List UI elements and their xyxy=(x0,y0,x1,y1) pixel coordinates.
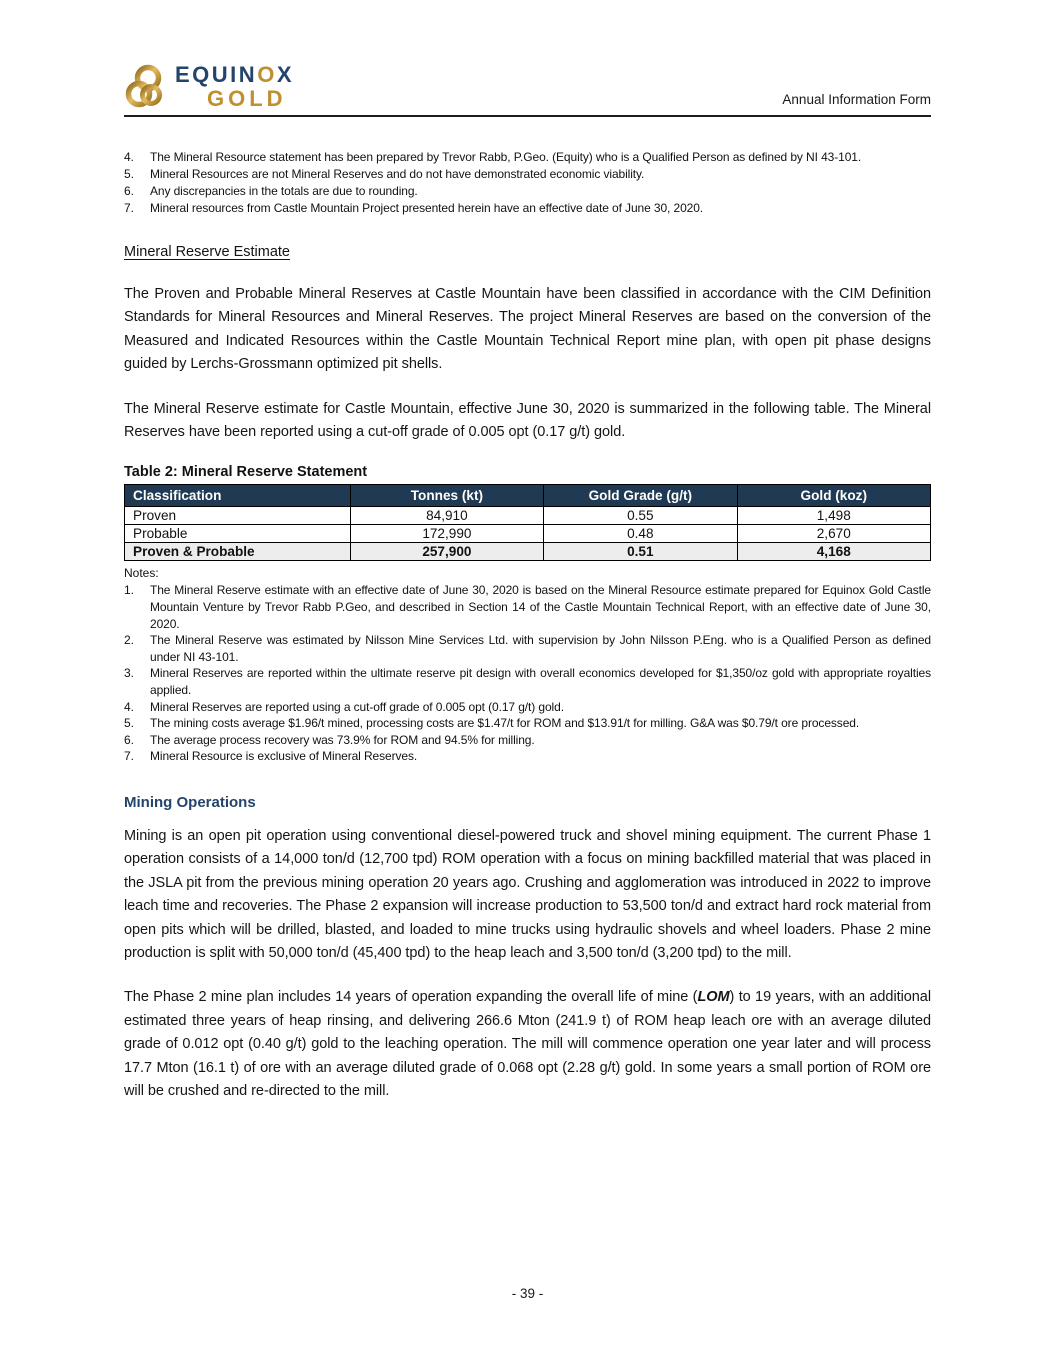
footnote-text: The Mineral Resource statement has been prepared by Trevor Rabb, P.Geo. (Equity) who is a Qualified Person as defined by NI 43-101. xyxy=(150,150,862,164)
logo-wordmark xyxy=(175,64,294,110)
footnote-text: The Mineral Reserve was estimated by Nilsson Mine Services Ltd. with supervision by John Nilsson P.Eng. who is a Qualified Person as defined under NI 43-101. xyxy=(150,633,931,664)
footnote-item xyxy=(124,732,931,749)
table-header-row xyxy=(125,485,931,507)
section-heading-mineral-reserve-estimate: Mineral Reserve Estimate xyxy=(124,244,290,260)
document-title: Annual Information Form xyxy=(782,92,931,107)
footnote-number: 3. xyxy=(124,666,134,681)
footnote-text: The average process recovery was 73.9% for ROM and 94.5% for milling. xyxy=(150,732,535,747)
footnote-item xyxy=(124,699,931,716)
gold-rings-icon xyxy=(124,64,166,110)
footnote-text: Mineral resources from Castle Mountain Project presented herein have an effective date of June 30, 2020. xyxy=(150,201,704,215)
table-cell: 0.55 xyxy=(544,507,737,525)
table-row-proven xyxy=(125,507,931,525)
footnote-item xyxy=(124,183,931,200)
column-header-classification: Classification xyxy=(125,485,351,507)
page-number: - 39 - xyxy=(511,1286,544,1301)
footnote-text: The Mineral Reserve estimate with an effective date of June 30, 2020 is based on the Mineral Resource estimate prepared for Equinox Gold Castle Mountain Venture by Trevor Rabb P.Geo, and described in Section 14 of the Castle Mountain Technical Report, with an effective date of June 30, 2020. xyxy=(150,583,931,631)
footnote-number: 5. xyxy=(124,167,134,181)
footnote-number: 4. xyxy=(124,150,134,164)
footnote-number: 1. xyxy=(124,583,134,598)
table-cell: 0.48 xyxy=(544,525,737,543)
footnote-text: Mineral Reserves are reported within the ultimate reserve pit design with overall economics developed for $1,350/oz gold with appropriate royalties applied. xyxy=(150,666,931,697)
footnote-item xyxy=(124,166,931,183)
column-header-gold-koz: Gold (koz) xyxy=(737,485,930,507)
footnote-number: 2. xyxy=(124,633,134,648)
footnote-text: Mineral Resources are not Mineral Reserves and do not have demonstrated economic viability. xyxy=(150,167,645,181)
footnote-number: 7. xyxy=(124,201,134,215)
footnote-item xyxy=(124,665,931,698)
page-header xyxy=(124,0,931,117)
footnote-list-top xyxy=(124,149,931,217)
footnote-number: 6. xyxy=(124,184,134,198)
table-cell: 172,990 xyxy=(350,525,543,543)
footnote-item xyxy=(124,748,931,765)
logo-line-equinox: EQUINOX xyxy=(175,62,294,87)
footnote-number: 7. xyxy=(124,749,134,764)
table-cell: 4,168 xyxy=(737,543,930,561)
paragraph-phase2-mine-plan: The Phase 2 mine plan includes 14 years of operation expanding the overall life of mine (LOM) to 19 years, with an additional estimated three years of heap rinsing, and delivering 266.6 Mton (241.9 t) of ROM heap leach ore with an average diluted grade of 0.012 opt (0.40 g/t) gold to the leaching operation. The mill will commence operation one year later and will process 17.7 Mton (16.1 t) of ore with an average diluted grade of 0.068 opt (2.28 g/t) gold. In some years a small portion of ROM ore will be crushed and re-directed to the mill. xyxy=(124,989,931,1100)
table-cell: Proven & Probable xyxy=(125,543,351,561)
table-cell: Probable xyxy=(125,525,351,543)
footnote-text: The mining costs average $1.96/t mined, processing costs are $1.47/t for ROM and $13.91/t for milling. G&A was $0.79/t ore processed. xyxy=(150,716,860,731)
table-cell: 2,670 xyxy=(737,525,930,543)
table-cell: 257,900 xyxy=(350,543,543,561)
lom-acronym: LOM xyxy=(697,989,730,1006)
footnote-text: Any discrepancies in the totals are due to rounding. xyxy=(150,184,418,198)
table-cell: Proven xyxy=(125,507,351,525)
footnote-number: 4. xyxy=(124,699,134,714)
table-cell: 0.51 xyxy=(544,543,737,561)
table-row-proven-and-probable xyxy=(125,543,931,561)
table-row-probable xyxy=(125,525,931,543)
equinox-gold-logo xyxy=(124,64,294,110)
paragraph-reserve-estimate-summary: The Mineral Reserve estimate for Castle Mountain, effective June 30, 2020 is summarized in the following table. The Mineral Reserves have been reported using a cut-off grade of 0.005 opt (0.17 g/t) gold. xyxy=(124,400,931,441)
footnote-text: Mineral Reserves are reported using a cut-off grade of 0.005 opt (0.17 g/t) gold. xyxy=(150,699,564,714)
paragraph-mining-operations: Mining is an open pit operation using conventional diesel-powered truck and shovel mining equipment. The current Phase 1 operation consists of a 14,000 ton/d (12,700 tpd) ROM operation with a focus on mining backfilled material that was placed in the JSLA pit from the previous mining operation 20 years ago. Crushing and agglomeration was introduced in 2022 to improve leach time and recoveries. The Phase 2 expansion will increase production to 53,500 ton/d and extract hard rock material from open pits which will be drilled, blasted, and loaded to mine trucks using hydraulic shovels and wheel loaders. Phase 2 mine production is split with 50,000 ton/d (45,400 tpd) to the heap leach and 3,500 ton/d (3,200 tpd) to the mill. xyxy=(124,827,931,961)
logo-line-gold: GOLD xyxy=(207,86,287,111)
notes-label: Notes: xyxy=(124,566,159,581)
table-cell: 1,498 xyxy=(737,507,930,525)
footnote-list-table xyxy=(124,582,931,765)
footnote-item xyxy=(124,632,931,665)
footnote-item xyxy=(124,582,931,632)
footnote-number: 6. xyxy=(124,732,134,747)
footnote-item xyxy=(124,715,931,732)
footnote-text: Mineral Resource is exclusive of Mineral Reserves. xyxy=(150,749,418,764)
footnote-item xyxy=(124,200,931,217)
mineral-reserve-table xyxy=(124,484,931,561)
column-header-tonnes: Tonnes (kt) xyxy=(350,485,543,507)
paragraph-reserve-classification: The Proven and Probable Mineral Reserves at Castle Mountain have been classified in accordance with the CIM Definition Standards for Mineral Resources and Mineral Reserves. The project Mineral Reserves are based on the conversion of the Measured and Indicated Resources within the Castle Mountain Technical Report mine plan, with open pit phase designs guided by Lerchs-Grossmann optimized pit shells. xyxy=(124,286,931,373)
table-cell: 84,910 xyxy=(350,507,543,525)
section-heading-mining-operations: Mining Operations xyxy=(124,793,256,811)
column-header-gold-grade: Gold Grade (g/t) xyxy=(544,485,737,507)
footnote-item xyxy=(124,149,931,166)
footnote-number: 5. xyxy=(124,716,134,731)
table-caption: Table 2: Mineral Reserve Statement xyxy=(124,464,368,481)
